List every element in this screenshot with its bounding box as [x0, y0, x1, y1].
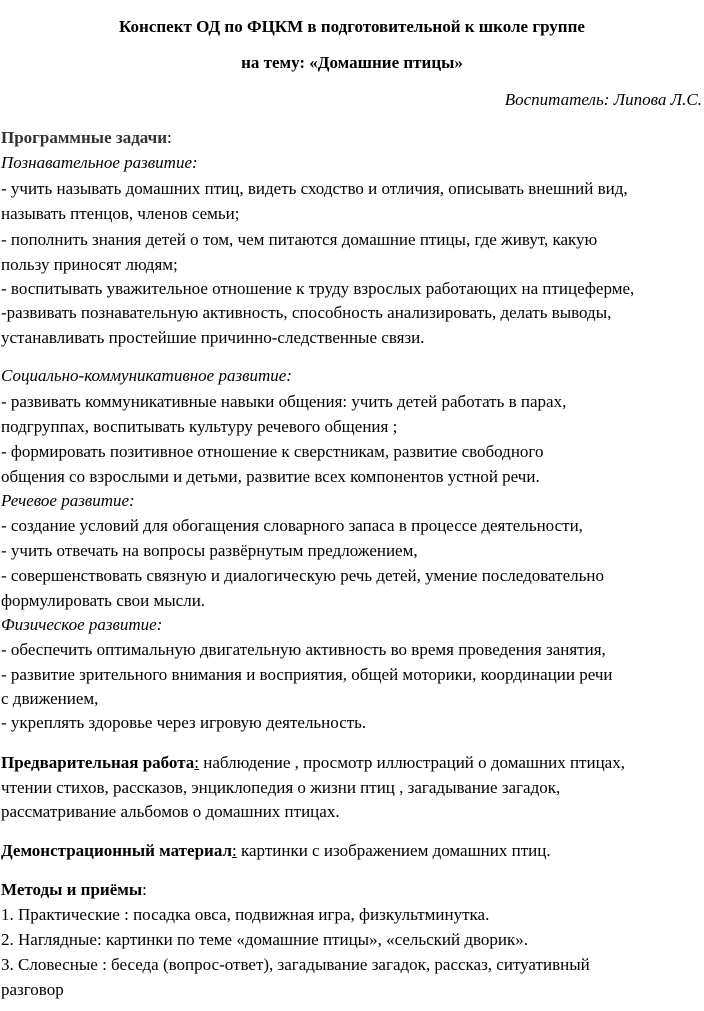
- author-line: Воспитатель: Липова Л.С.: [504, 90, 702, 109]
- prework-line: чтении стихов, рассказов, энциклопедия о жизни птиц , загадывание загадок,: [1, 778, 561, 797]
- speech-line: - учить отвечать на вопросы развёрнутым предложением,: [1, 541, 418, 560]
- cognitive-line: - пополнить знания детей о том, чем питаются домашние птицы, где живут, какую: [1, 230, 598, 249]
- demo-text: картинки с изображением домашних птиц.: [236, 841, 551, 860]
- cognitive-heading: Познавательное развитие:: [1, 153, 198, 172]
- title-line-1: Конспект ОД по ФЦКМ в подготовительной к школе группе: [119, 17, 585, 36]
- cognitive-line: - воспитывать уважительное отношение к труду взрослых работающих на птицеферме,: [1, 279, 635, 298]
- methods-label: Методы и приёмы: [1, 880, 143, 899]
- methods-line: разговор: [1, 980, 64, 999]
- physical-line: - укреплять здоровье через игровую деятельность.: [1, 713, 367, 732]
- methods-line: 2. Наглядные: картинки по теме «домашние птицы», «сельский дворик».: [1, 930, 529, 949]
- social-line: - развивать коммуникативные навыки общения: учить детей работать в парах,: [1, 392, 567, 411]
- speech-heading: Речевое развитие:: [1, 491, 135, 510]
- prework-line: рассматривание альбомов о домашних птицах.: [1, 802, 340, 821]
- social-heading: Социально-коммуникативное развитие:: [1, 366, 292, 385]
- program-tasks-label: Программные задачи: [1, 128, 168, 147]
- program-tasks-colon: :: [167, 128, 172, 147]
- methods-colon: :: [142, 880, 147, 899]
- physical-heading: Физическое развитие:: [1, 615, 163, 634]
- cognitive-line: пользу приносят людям;: [1, 255, 178, 274]
- speech-line: - совершенствовать связную и диалогическую речь детей, умение последовательно: [1, 566, 604, 585]
- speech-line: - создание условий для обогащения словарного запаса в процессе деятельности,: [1, 516, 583, 535]
- cognitive-line: -развивать познавательную активность, способность анализировать, делать выводы,: [1, 303, 612, 322]
- social-line: подгруппах, воспитывать культуру речевого общения ;: [1, 417, 398, 436]
- demo-line: [1, 840, 551, 862]
- physical-line: - обеспечить оптимальную двигательную активность во время проведения занятия,: [1, 640, 606, 659]
- social-line: - формировать позитивное отношение к сверстникам, развитие свободного: [1, 442, 544, 461]
- methods-line: 1. Практические : посадка овса, подвижная игра, физкультминутка.: [1, 905, 490, 924]
- social-line: общения со взрослыми и детьми, развитие всех компонентов устной речи.: [1, 467, 540, 486]
- cognitive-line: называть птенцов, членов семьи;: [1, 204, 240, 223]
- prework-colon: :: [194, 753, 199, 772]
- demo-label: Демонстрационный материал: [1, 841, 233, 860]
- prework-text: наблюдение , просмотр иллюстраций о домашних птицах,: [199, 753, 625, 772]
- program-tasks-heading: [1, 127, 172, 149]
- prework-label: Предварительная работа: [1, 753, 195, 772]
- demo-colon: :: [232, 841, 237, 860]
- physical-line: - развитие зрительного внимания и восприятия, общей моторики, координации речи: [1, 665, 613, 684]
- speech-line: формулировать свои мысли.: [1, 591, 206, 610]
- cognitive-line: устанавливать простейшие причинно-следственные связи.: [1, 328, 425, 347]
- physical-line: с движением,: [1, 689, 99, 708]
- prework-line: [1, 752, 625, 774]
- methods-heading: [1, 879, 147, 901]
- cognitive-line: - учить называть домашних птиц, видеть сходство и отличия, описывать внешний вид,: [1, 179, 628, 198]
- title-line-2: на тему: «Домашние птицы»: [241, 53, 463, 72]
- methods-line: 3. Словесные : беседа (вопрос-ответ), загадывание загадок, рассказ, ситуативный: [1, 955, 590, 974]
